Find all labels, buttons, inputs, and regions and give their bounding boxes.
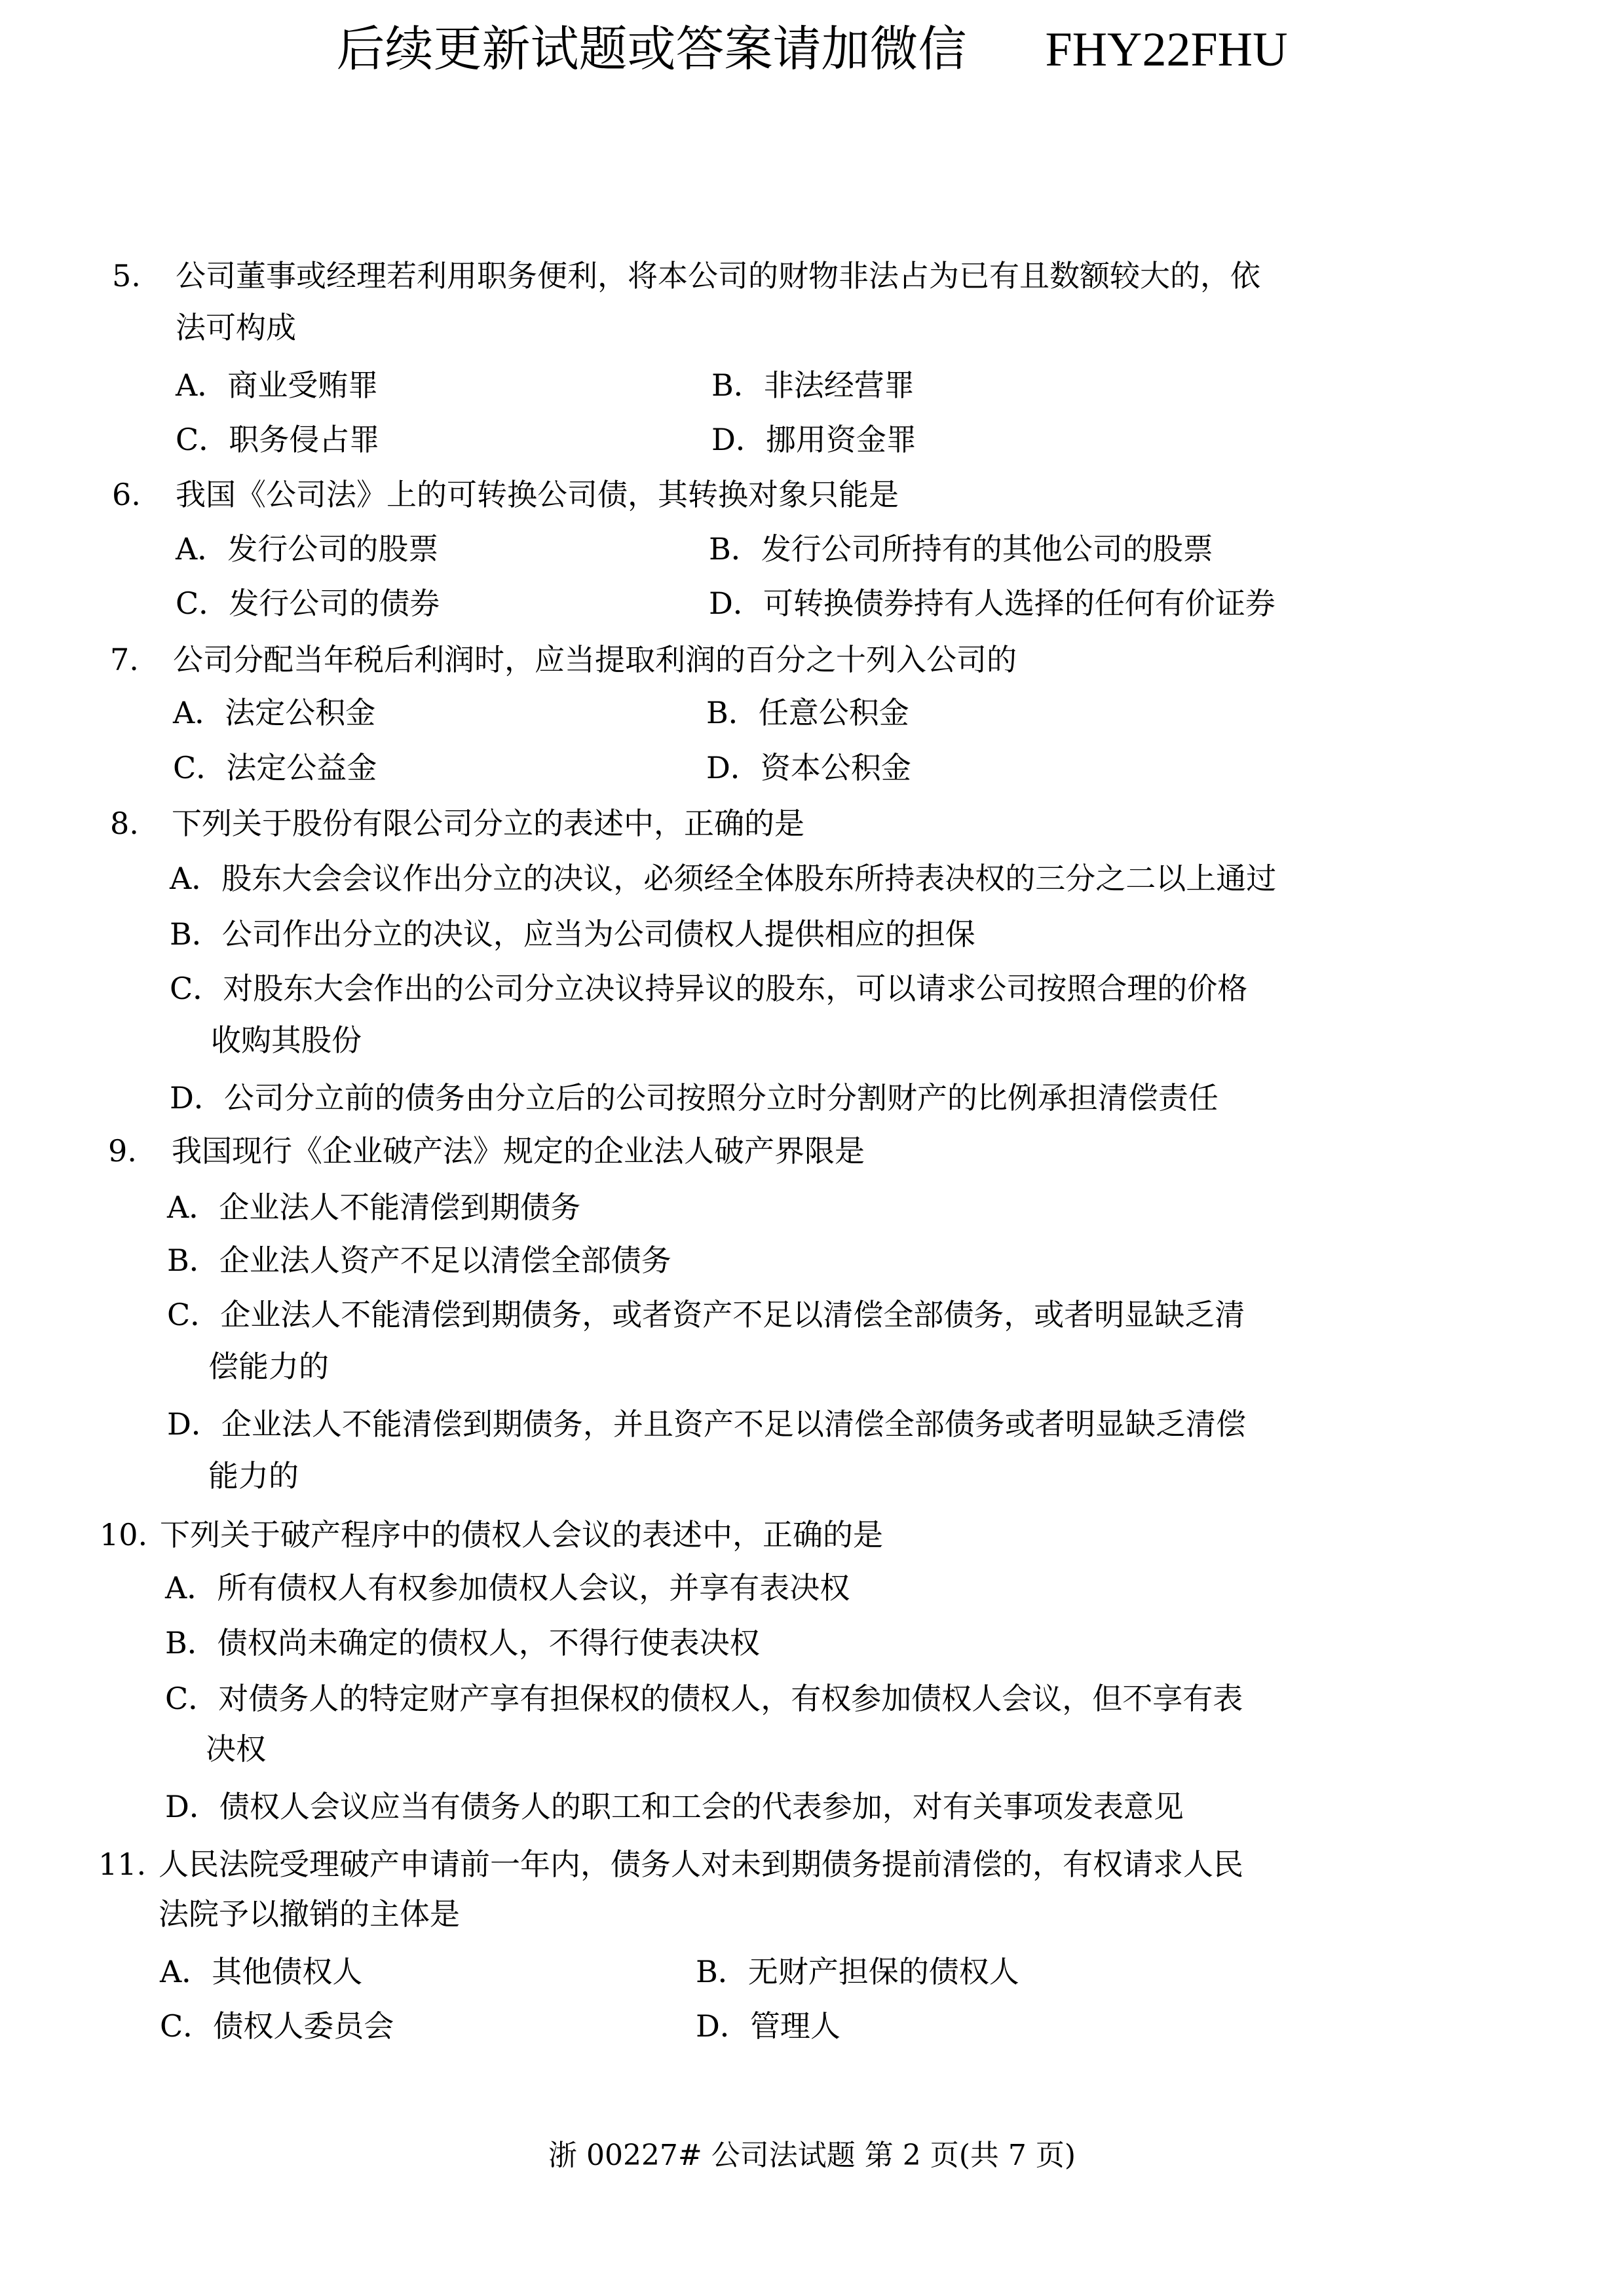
question-stem: 我国现行《企业破产法》规定的企业法人破产界限是 <box>172 1133 865 1169</box>
question-stem: 公司董事或经理若利用职务便利，将本公司的财物非法占为已有且数额较大的，依 <box>176 258 1260 293</box>
question-stem: 下列关于破产程序中的债权人会议的表述中，正确的是 <box>160 1517 883 1552</box>
question-stem: 法可构成 <box>176 310 296 345</box>
option-b: B．企业法人资产不足以清偿全部债务 <box>167 1243 671 1278</box>
question-stem: 公司分配当年税后利润时，应当提取利润的百分之十列入公司的 <box>173 642 1017 677</box>
option-d-continued: 能力的 <box>208 1458 299 1493</box>
option-a: A．所有债权人有权参加债权人会议，并享有表决权 <box>165 1570 850 1605</box>
question-number: 8. <box>110 806 139 841</box>
option-c: C．发行公司的债券 <box>176 586 440 621</box>
option-a: A．其他债权人 <box>160 1954 363 1989</box>
option-b: B．发行公司所持有的其他公司的股票 <box>709 531 1213 567</box>
option-b: B．任意公积金 <box>706 695 909 730</box>
header-code: FHY22FHU <box>1045 23 1288 77</box>
question-stem: 人民法院受理破产申请前一年内，债务人对未到期债务提前清偿的，有权请求人民 <box>159 1847 1243 1882</box>
option-c: C．法定公益金 <box>173 750 377 785</box>
question-number: 9. <box>108 1133 137 1169</box>
question-stem: 下列关于股份有限公司分立的表述中，正确的是 <box>172 806 804 841</box>
option-c: C．职务侵占罪 <box>176 422 380 457</box>
page-header <box>0 20 1624 79</box>
option-c: C．对股东大会作出的公司分立决议持异议的股东，可以请求公司按照合理的价格 <box>170 971 1248 1006</box>
question-number: 7. <box>110 642 139 677</box>
option-c-continued: 收购其股份 <box>211 1023 362 1058</box>
option-d: D．企业法人不能清偿到期债务，并且资产不足以清偿全部债务或者明显缺乏清偿 <box>167 1406 1246 1442</box>
header-text: 后续更新试题或答案请加微信 <box>336 21 967 77</box>
option-a: A．发行公司的股票 <box>176 531 439 567</box>
option-b: B．非法经营罪 <box>711 367 915 403</box>
question-stem: 我国《公司法》上的可转换公司债，其转换对象只能是 <box>176 477 899 512</box>
option-b: B．无财产担保的债权人 <box>696 1954 1019 1989</box>
option-c-continued: 决权 <box>206 1731 266 1767</box>
option-c: C．企业法人不能清偿到期债务，或者资产不足以清偿全部债务，或者明显缺乏清 <box>167 1297 1245 1332</box>
option-c: C．对债务人的特定财产享有担保权的债权人，有权参加债权人会议，但不享有表 <box>165 1681 1243 1716</box>
page-footer: 浙 00227# 公司法试题 第 2 页(共 7 页) <box>548 2139 1076 2172</box>
option-d: D．债权人会议应当有债务人的职工和工会的代表参加，对有关事项发表意见 <box>165 1789 1184 1824</box>
question-stem: 法院予以撤销的主体是 <box>159 1896 460 1932</box>
option-a: A．法定公积金 <box>173 695 376 730</box>
option-d: D．公司分立前的债务由分立后的公司按照分立时分割财产的比例承担清偿责任 <box>170 1080 1218 1116</box>
question-number: 10. <box>100 1517 148 1552</box>
question-number: 11. <box>98 1847 147 1882</box>
question-number: 5. <box>112 258 141 293</box>
option-a: A．商业受贿罪 <box>176 367 379 403</box>
option-d: D．管理人 <box>696 2008 840 2044</box>
option-d: D．挪用资金罪 <box>711 422 916 457</box>
option-d: D．资本公积金 <box>706 750 911 785</box>
option-b: B．债权尚未确定的债权人，不得行使表决权 <box>165 1625 760 1661</box>
option-b: B．公司作出分立的决议，应当为公司债权人提供相应的担保 <box>170 916 975 952</box>
option-c-continued: 偿能力的 <box>208 1349 329 1384</box>
option-d: D．可转换债券持有人选择的任何有价证券 <box>709 586 1275 621</box>
question-number: 6. <box>112 477 141 512</box>
option-c: C．债权人委员会 <box>160 2008 394 2044</box>
option-a: A．企业法人不能清偿到期债务 <box>167 1190 581 1225</box>
option-a: A．股东大会会议作出分立的决议，必须经全体股东所持表决权的三分之二以上通过 <box>170 861 1277 896</box>
